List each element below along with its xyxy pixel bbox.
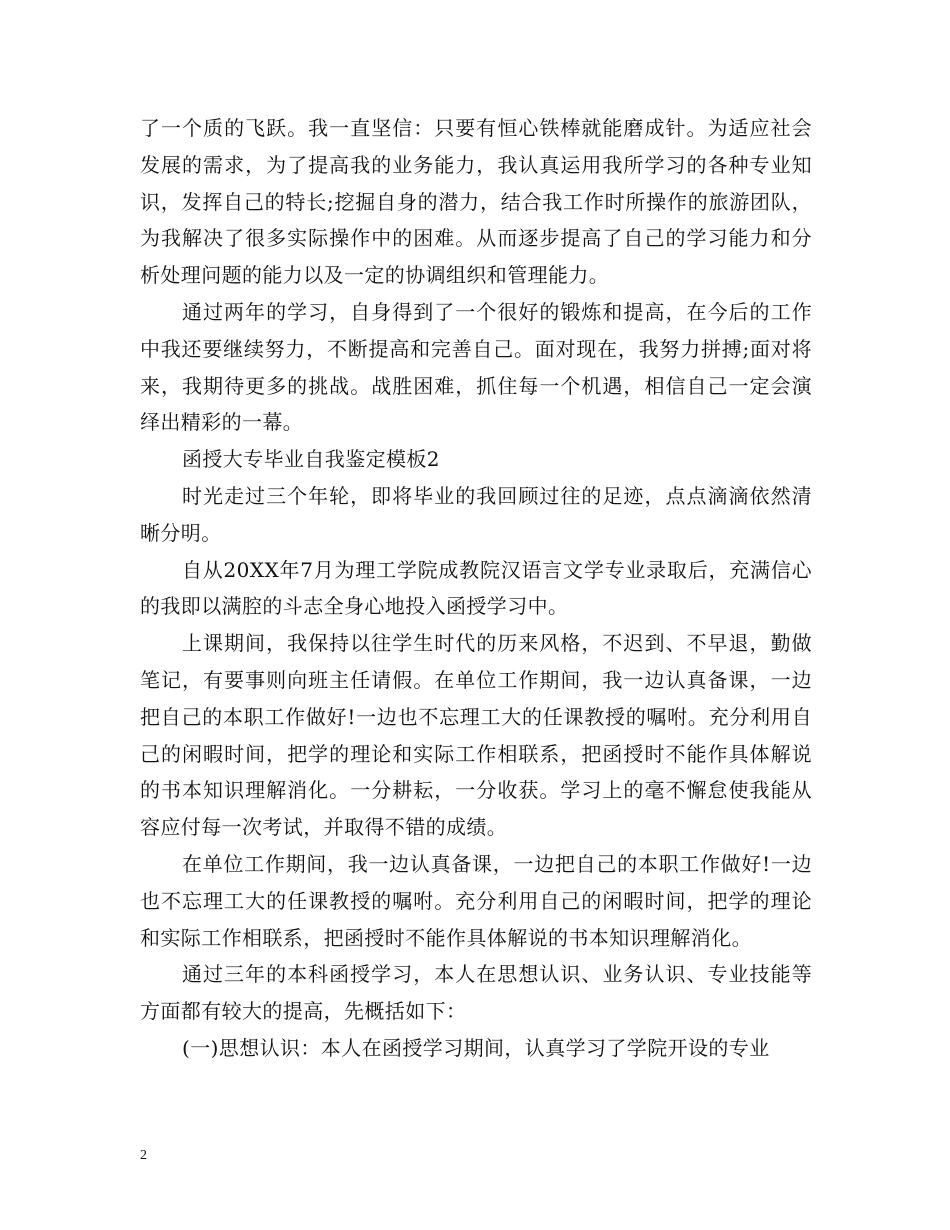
- paragraph-1: 了一个质的飞跃。我一直坚信：只要有恒心铁棒就能磨成针。为适应社会发展的需求，为了提高我的业务能力，我认真运用我所学习的各种专业知识，发挥自己的特长;挖掘自身的潜力，结合我工作时所操作的旅游团队，为我解决了很多实际操作中的困难。从而逐步提高了自己的学习能力和分析处理问题的能力以及一定的协调组织和管理能力。: [140, 116, 812, 288]
- paragraph-4: 自从20XX年7月为理工学院成教院汉语言文学专业录取后，充满信心的我即以满腔的斗志全身心地投入函授学习中。: [140, 557, 812, 619]
- paragraph-2: 通过两年的学习，自身得到了一个很好的锻炼和提高，在今后的工作中我还要继续努力，不断提高和完善自己。面对现在，我努力拼搏;面对将来，我期待更多的挑战。战胜困难，抓住每一个机遇，相信自己一定会演绎出精彩的一幕。: [140, 299, 812, 435]
- document-body: [140, 110, 812, 1067]
- paragraph-8: (一)思想认识：本人在函授学习期间，认真学习了学院开设的专业: [182, 1035, 770, 1060]
- paragraph-7: 通过三年的本科函授学习，本人在思想认识、业务认识、专业技能等方面都有较大的提高，先概括如下：: [140, 962, 812, 1024]
- section-heading: 函授大专毕业自我鉴定模板2: [182, 447, 440, 472]
- paragraph-5: 上课期间，我保持以往学生时代的历来风格，不迟到、不早退，勤做笔记，有要事则向班主任请假。在单位工作期间，我一边认真备课，一边把自己的本职工作做好!一边也不忘理工大的任课教授的嘱咐。充分利用自己的闲暇时间，把学的理论和实际工作相联系，把函授时不能作具体解说的书本知识理解消化。一分耕耘，一分收获。学习上的毫不懈怠使我能从容应付每一次考试，并取得不错的成绩。: [140, 631, 812, 840]
- page-number: 2: [140, 1148, 147, 1163]
- paragraph-6: 在单位工作期间，我一边认真备课，一边把自己的本职工作做好!一边也不忘理工大的任课教授的嘱咐。充分利用自己的闲暇时间，把学的理论和实际工作相联系，把函授时不能作具体解说的书本知识理解消化。: [140, 851, 812, 950]
- paragraph-3: 时光走过三个年轮，即将毕业的我回顾过往的足迹，点点滴滴依然清晰分明。: [140, 483, 812, 545]
